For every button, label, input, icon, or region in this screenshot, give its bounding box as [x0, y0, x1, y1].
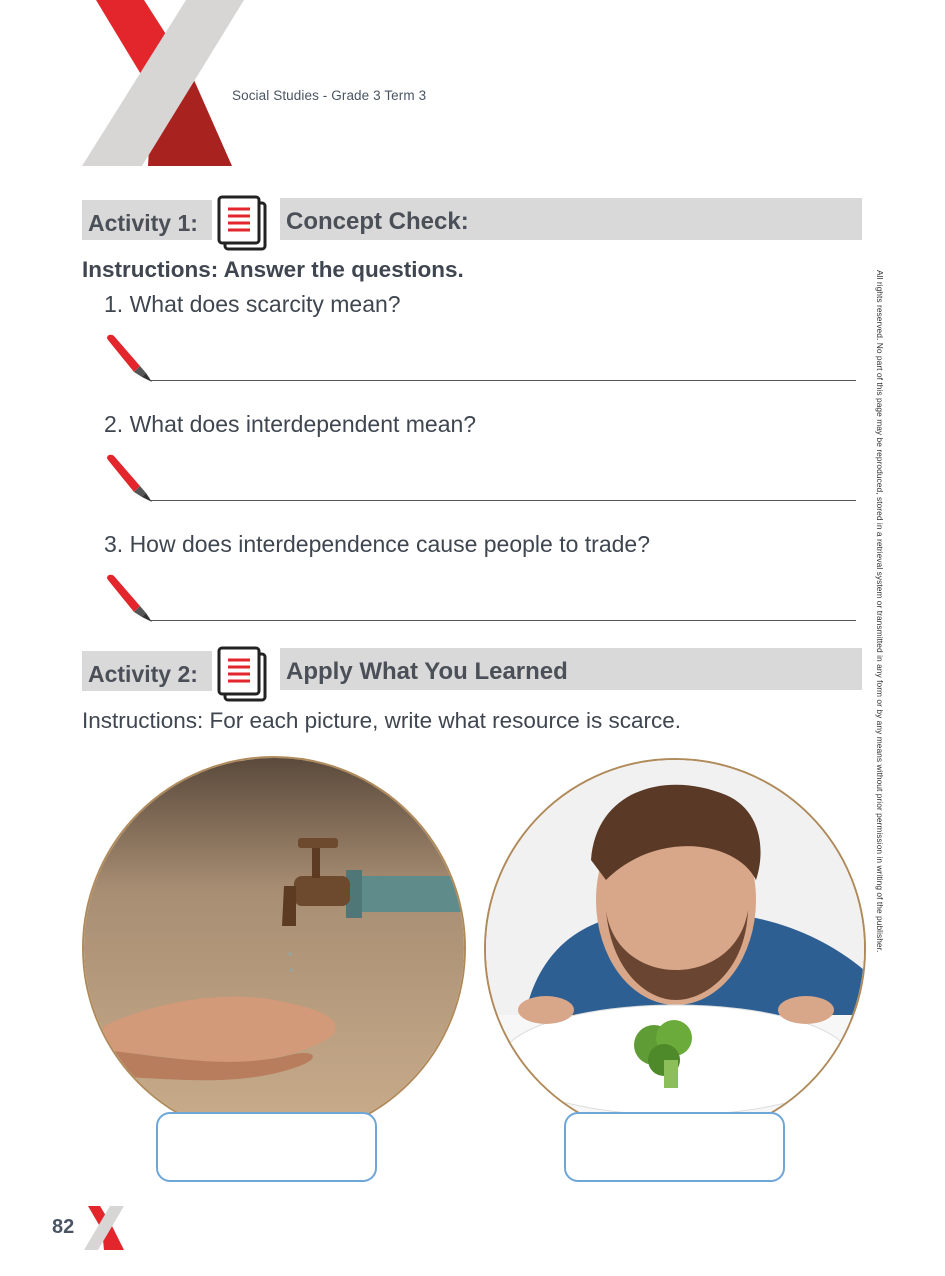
answer-line-3[interactable]: [150, 620, 856, 621]
publisher-logo-bottom: [84, 1206, 126, 1250]
pen-icon: [102, 572, 154, 624]
dry-tap-photo: [82, 756, 466, 1140]
activity-2-instructions: Instructions: For each picture, write what resource is scarce.: [82, 708, 681, 733]
activity-2-label: Activity 2:: [82, 651, 212, 691]
man-broccoli-photo: [484, 758, 866, 1140]
activity-1-label: Activity 1:: [82, 200, 212, 240]
activity-2-title: Apply What You Learned: [280, 648, 862, 690]
pen-icon: [102, 332, 154, 384]
answer-line-1[interactable]: [150, 380, 856, 381]
pen-icon: [102, 452, 154, 504]
subject-header: Social Studies - Grade 3 Term 3: [232, 88, 427, 103]
question-3: 3. How does interdependence cause people to trade?: [104, 531, 651, 557]
document-list-icon: [216, 646, 268, 702]
answer-box-2[interactable]: [564, 1112, 785, 1182]
page-number: 82: [52, 1216, 75, 1238]
answer-box-1[interactable]: [156, 1112, 377, 1182]
activity-1-title: Concept Check:: [280, 198, 862, 240]
question-1: 1. What does scarcity mean?: [104, 291, 401, 317]
activity-1-instructions: Instructions: Answer the questions.: [82, 257, 464, 282]
document-list-icon: [216, 195, 268, 251]
copyright-notice: All rights reserved. No part of this page may be reproduced, stored in a retrieval system or transmitted in any form or by any means without prior permission in writing of the publisher.: [875, 270, 885, 953]
publisher-logo-top: [82, 0, 252, 166]
answer-line-2[interactable]: [150, 500, 856, 501]
question-2: 2. What does interdependent mean?: [104, 411, 477, 437]
